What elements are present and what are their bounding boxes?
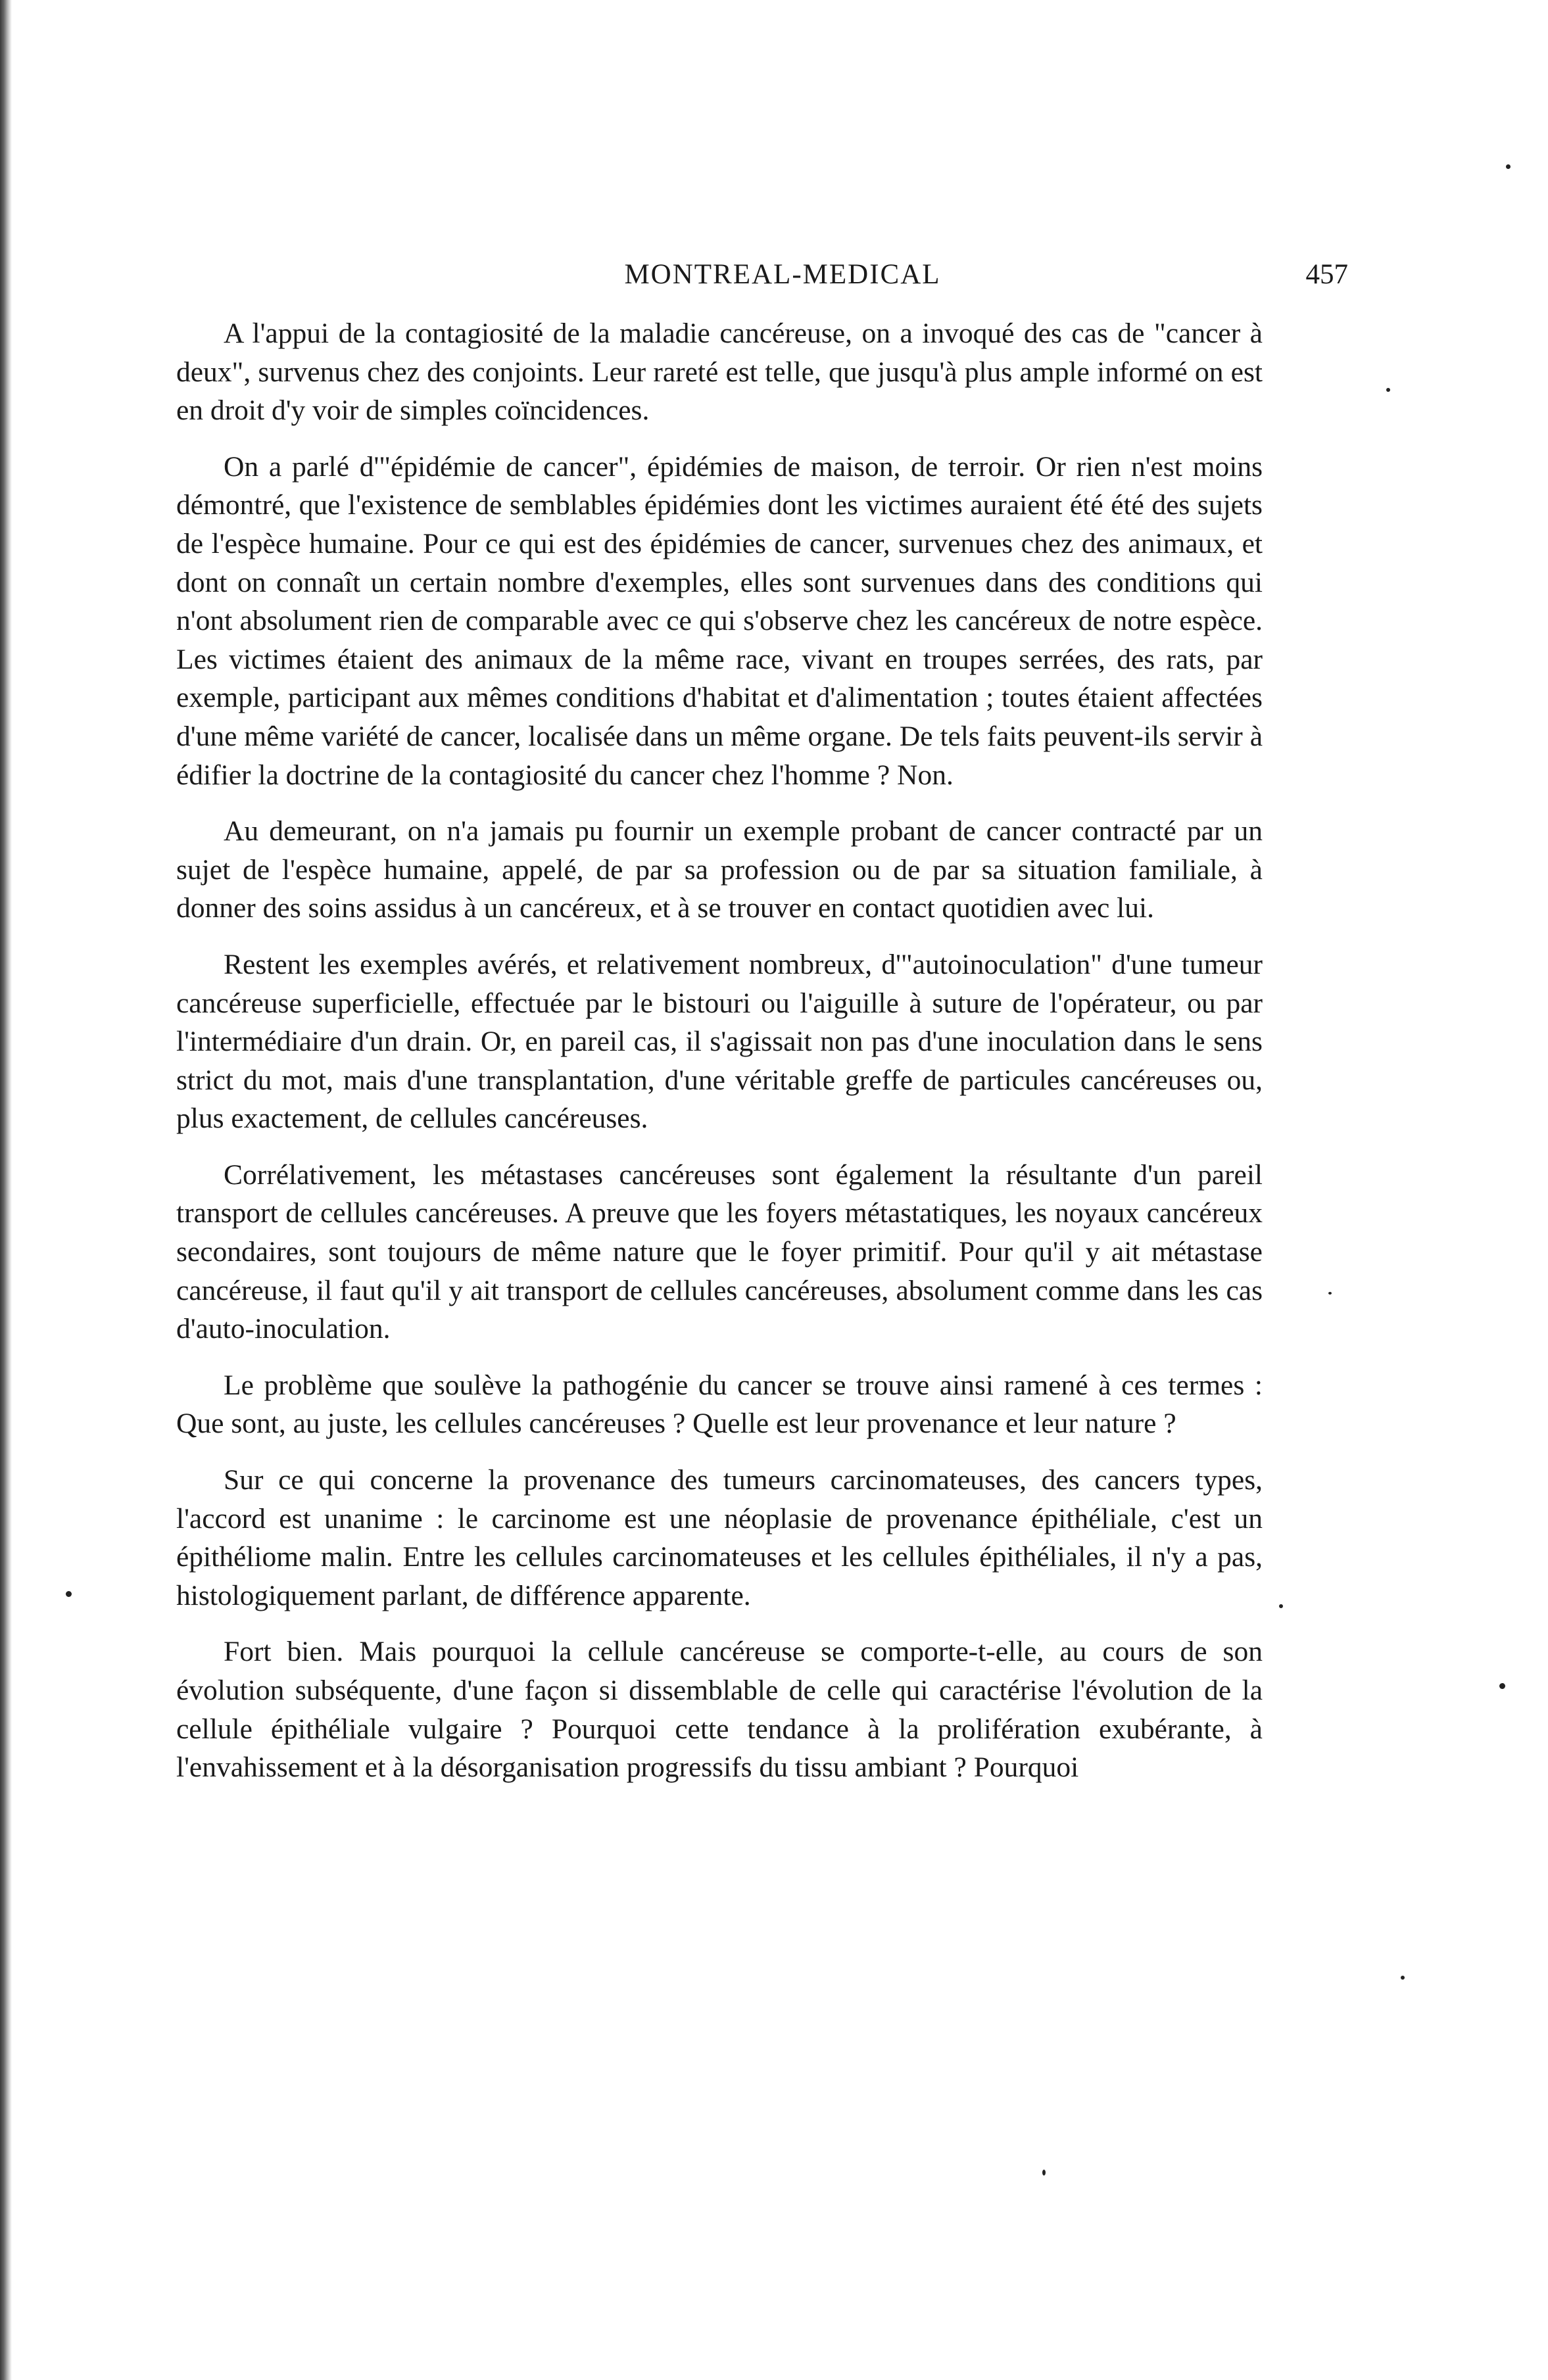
scan-speck bbox=[1401, 1976, 1405, 1980]
paragraph: A l'appui de la contagiosité de la maladie cancéreuse, on a invoqué des cas de "cancer à deux", survenus chez des conjoints. Leur rareté est telle, que jusqu'à plus ample informé on est en droit d'y voir de simples coïncidences. bbox=[176, 318, 1263, 427]
paragraph: Le problème que soulève la pathogénie du cancer se trouve ainsi ramené à ces termes : Que sont, au juste, les cellules cancéreuses ? Quelle est leur provenance et leur nature ? bbox=[176, 1369, 1263, 1440]
page-header bbox=[217, 255, 1348, 295]
scan-speck bbox=[1506, 164, 1511, 169]
scan-speck bbox=[1328, 1292, 1332, 1295]
binding-edge bbox=[0, 0, 12, 2380]
paragraph: Au demeurant, on n'a jamais pu fournir un exemple probant de cancer contracté par un sujet de l'espèce humaine, appelé, de par sa profession ou de par sa situation familiale, à donner des soins assidus à un cancéreux, et à se trouver en contact quotidien avec lui. bbox=[176, 815, 1263, 924]
paragraph: Restent les exemples avérés, et relativement nombreux, d'"autoinoculation" d'une tumeur cancéreuse superficielle, effectuée par le bistouri ou l'aiguille à suture de l'opérateur, ou par l'intermédiaire d'un drain. Or, en pareil cas, il s'agissait non pas d'une inoculation dans le sens strict du mot, mais d'une transplantation, d'une véritable greffe de particules cancéreuses ou, plus exactement, de cellules cancéreuses. bbox=[176, 948, 1263, 1135]
paragraph: Sur ce qui concerne la provenance des tumeurs carcinomateuses, des cancers types, l'accord est unanime : le carcinome est une néoplasie de provenance épithéliale, c'est un épithéliome malin. Entre les cellules carcinomateuses et les cellules épithéliales, il n'y a pas, histologiquement parlant, de différence apparente. bbox=[176, 1464, 1263, 1611]
page-number: 457 bbox=[1305, 259, 1348, 290]
paragraph: On a parlé d'"épidémie de cancer", épidémies de maison, de terroir. Or rien n'est moins démontré, que l'existence de semblables épidémies dont les victimes auraient été été des sujets de l'espèce humaine. Pour ce qui est des épidémies de cancer, survenues chez des animaux, et dont on connaît un certain nombre d'exemples, elles sont survenues dans des conditions qui n'ont absolument rien de comparable avec ce qui s'observe chez les cancéreux de notre espèce. Les victimes étaient des animaux de la même race, vivant en troupes serrées, des rats, par exemple, participant aux mêmes conditions d'habitat et d'alimentation ; toutes étaient affectées d'une même variété de cancer, localisée dans un même organe. De tels faits peuvent-ils servir à édifier la doctrine de la contagiosité du cancer chez l'homme ? Non. bbox=[176, 450, 1263, 791]
paragraph: Corrélativement, les métastases cancéreuses sont également la résultante d'un pareil transport de cellules cancéreuses. A preuve que les foyers métastatiques, les noyaux cancéreux secondaires, sont toujours de même nature que le foyer primitif. Pour qu'il y ait métastase cancéreuse, il faut qu'il y ait transport de cellules cancéreuses, absolument comme dans les cas d'auto-inoculation. bbox=[176, 1158, 1263, 1345]
running-head: MONTREAL-MEDICAL bbox=[624, 259, 941, 290]
scan-speck bbox=[1042, 2170, 1046, 2176]
scan-speck bbox=[1279, 1604, 1283, 1608]
paragraph: Fort bien. Mais pourquoi la cellule cancéreuse se comporte-t-elle, au cours de son évolution subséquente, d'une façon si dissemblable de celle qui caractérise l'évolution de la cellule épithéliale vulgaire ? Pourquoi cette tendance à la prolifération exubérante, à l'envahissement et à la désorganisation progressifs du tissu ambiant ? Pourquoi bbox=[176, 1636, 1263, 1784]
scan-speck bbox=[1499, 1683, 1505, 1689]
scan-speck bbox=[1386, 388, 1390, 392]
body-text bbox=[176, 314, 1263, 1805]
scan-speck bbox=[66, 1591, 72, 1597]
